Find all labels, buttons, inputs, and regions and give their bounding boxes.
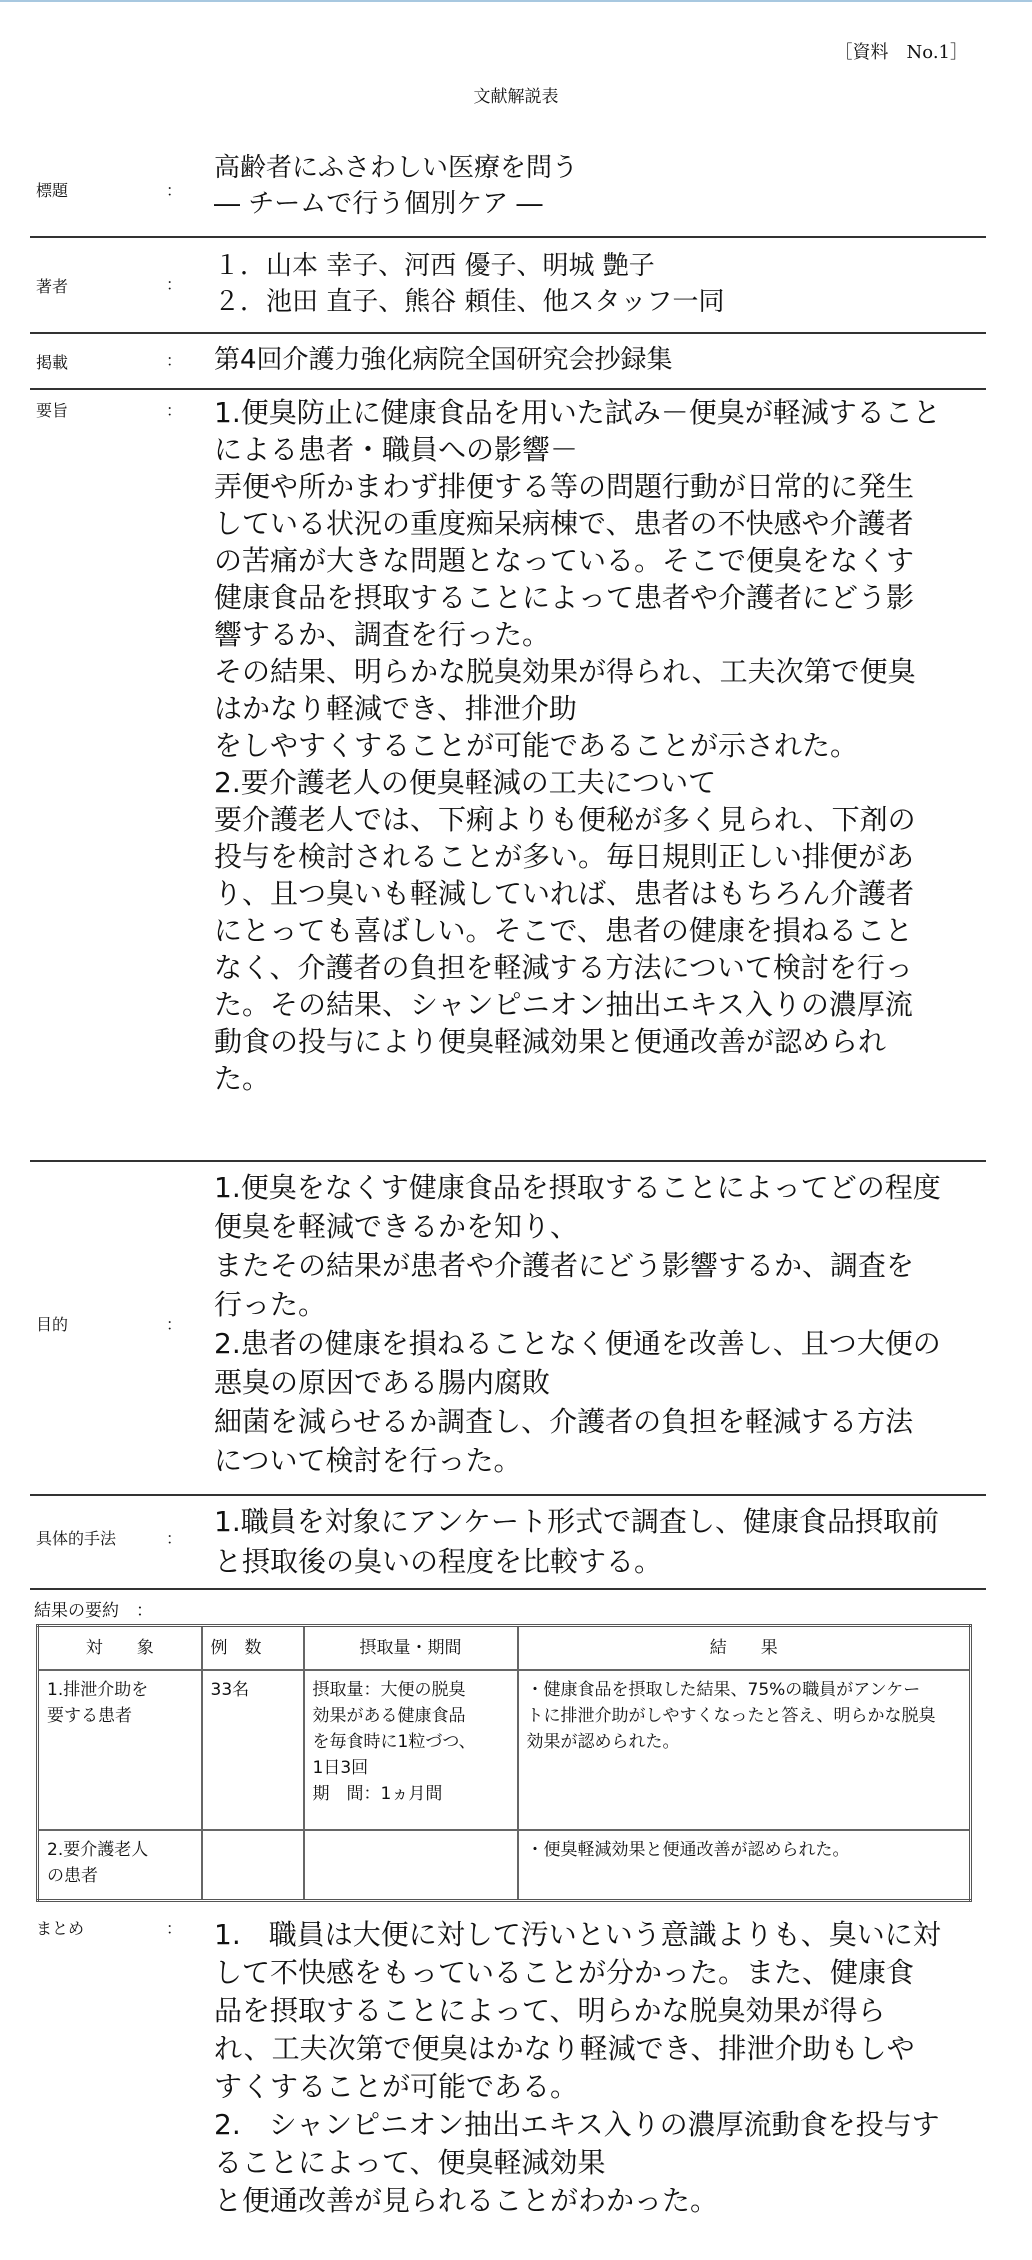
method-colon: ： xyxy=(166,1529,183,1548)
abstract-line: 2.要介護老人の便臭軽減の工夫について xyxy=(214,766,717,799)
table-row xyxy=(38,1670,971,1830)
abstract-line: 要介護老人では、下痢よりも便秘が多く見られ、下剤の xyxy=(214,803,916,836)
summary-label: まとめ xyxy=(36,1919,85,1938)
purpose-label: 目的 xyxy=(36,1315,69,1334)
abstract-line: にとっても喜ばしい。そこで、患者の健康を損ねること xyxy=(214,914,913,947)
results-label: 結果の要約 ： xyxy=(34,1601,153,1621)
abstract-line: た。 xyxy=(214,1062,271,1095)
abstract-line: 投与を検討されることが多い。毎日規則正しい排便があ xyxy=(214,840,915,873)
table-header-row xyxy=(38,1626,971,1671)
header-result: 結 果 xyxy=(518,1626,971,1671)
cell-text: 効果が認められた。 xyxy=(526,1732,680,1752)
abstract-line: による患者・職員への影響－ xyxy=(214,433,579,466)
summary-line: すくすることが可能である。 xyxy=(214,2070,579,2103)
title-line: 高齢者にふさわしい医療を問う xyxy=(214,153,579,183)
abstract-label: 要旨 xyxy=(36,401,69,420)
abstract-line: はかなり軽減でき、排泄介助 xyxy=(214,692,577,725)
abstract-line: なく、介護者の負担を軽減する方法について検討を行っ xyxy=(214,951,913,984)
abstract-line: 1.便臭防止に健康食品を用いた試み－便臭が軽減すること xyxy=(214,396,941,429)
abstract-colon: ： xyxy=(166,401,183,420)
subtitle-line: ― チームで行う個別ケア ― xyxy=(214,189,543,219)
cell-intake xyxy=(304,1830,518,1900)
publication-label: 掲載 xyxy=(36,353,69,372)
title-label: 標題 xyxy=(36,181,69,200)
summary-line: 品を摂取することによって、明らかな脱臭効果が得ら xyxy=(214,1994,886,2027)
summary-value xyxy=(214,1916,986,2220)
abstract-row xyxy=(30,390,986,1162)
cell-text: ・便臭軽減効果と便通改善が認められた。 xyxy=(526,1840,850,1860)
cell-result xyxy=(518,1670,971,1830)
cell-subject xyxy=(38,1830,202,1900)
document-title: 文献解説表 xyxy=(473,87,559,107)
cell-count xyxy=(202,1830,304,1900)
purpose-line: 悪臭の原因である腸内腐敗 xyxy=(214,1366,551,1399)
title-colon: ： xyxy=(166,181,183,200)
method-line: と摂取後の臭いの程度を比較する。 xyxy=(214,1545,663,1578)
header-count: 例 数 xyxy=(202,1626,304,1671)
publication-colon: ： xyxy=(166,351,183,370)
document-number: ［資料 No.1］ xyxy=(834,42,968,63)
method-value xyxy=(214,1502,986,1582)
abstract-line: その結果、明らかな脱臭効果が得られ、工夫次第で便臭 xyxy=(214,655,916,688)
cell-text: 要する患者 xyxy=(47,1706,132,1726)
publication-value xyxy=(214,342,986,378)
purpose-line: 2.患者の健康を損ねることなく便通を改善し、且つ大便の xyxy=(214,1327,941,1360)
abstract-value xyxy=(214,394,986,1097)
purpose-line: 便臭を軽減できるかを知り、 xyxy=(214,1210,579,1243)
abstract-line: している状況の重度痴呆病棟で、患者の不快感や介護者 xyxy=(214,507,914,540)
cell-text: 摂取量：大便の脱臭 xyxy=(312,1680,466,1700)
publication-row xyxy=(30,334,986,390)
abstract-line: 弄便や所かまわず排便する等の問題行動が日常的に発生 xyxy=(214,470,915,503)
cell-result xyxy=(518,1830,971,1900)
authors-row xyxy=(30,238,986,334)
summary-line: と便通改善が見られることがわかった。 xyxy=(214,2184,719,2217)
top-border-line xyxy=(0,0,1032,2)
summary-line: 2. シャンピニオン抽出エキス入りの濃厚流動食を投与す xyxy=(214,2108,940,2141)
author-line: ２．池田 直子、熊谷 頼佳、他スタッフ一同 xyxy=(214,287,725,317)
cell-text: 1日3回 xyxy=(312,1758,369,1778)
cell-count: 33名 xyxy=(202,1670,304,1830)
summary-line: して不快感をもっていることが分かった。また、健康食 xyxy=(214,1956,915,1989)
cell-text: 効果がある健康食品 xyxy=(312,1706,466,1726)
cell-text: トに排泄介助がしやすくなったと答え、明らかな脱臭 xyxy=(526,1706,936,1726)
author-line: １．山本 幸子、河西 優子、明城 艶子 xyxy=(214,251,655,281)
abstract-line: た。その結果、シャンピニオン抽出エキス入りの濃厚流 xyxy=(214,988,913,1021)
header-subject: 対 象 xyxy=(38,1626,202,1671)
abstract-line: り、且つ臭いも軽減していれば、患者はもちろん介護者 xyxy=(214,877,915,910)
cell-text: を毎食時に1粒づつ、 xyxy=(312,1732,476,1752)
cell-text: 期 間：1ヵ月間 xyxy=(312,1784,443,1804)
results-table xyxy=(36,1624,972,1902)
cell-text: 1.排泄介助を xyxy=(47,1680,149,1700)
summary-line: れ、工夫次第で便臭はかなり軽減でき、排泄介助もしや xyxy=(214,2032,915,2065)
header-intake: 摂取量・期間 xyxy=(304,1626,518,1671)
title-value xyxy=(214,150,986,222)
purpose-colon: ： xyxy=(166,1315,183,1334)
purpose-line: 細菌を減らせるか調査し、介護者の負担を軽減する方法 xyxy=(214,1405,914,1438)
authors-label: 著者 xyxy=(36,277,69,296)
purpose-value xyxy=(214,1168,986,1480)
purpose-row xyxy=(30,1162,986,1496)
abstract-line: 響するか、調査を行った。 xyxy=(214,618,551,651)
purpose-line: について検討を行った。 xyxy=(214,1444,522,1477)
publication-line: 第4回介護力強化病院全国研究会抄録集 xyxy=(214,345,673,375)
abstract-line: の苦痛が大きな問題となっている。そこで便臭をなくす xyxy=(214,544,915,577)
authors-value xyxy=(214,248,986,320)
summary-line: 1. 職員は大便に対して汚いという意識よりも、臭いに対 xyxy=(214,1918,941,1951)
summary-line: ることによって、便臭軽減効果 xyxy=(214,2146,606,2179)
abstract-line: 動食の投与により便臭軽減効果と便通改善が認められ xyxy=(214,1025,887,1058)
purpose-line: 行った。 xyxy=(214,1288,327,1321)
cell-intake xyxy=(304,1670,518,1830)
cell-text: ・健康食品を摂取した結果、75%の職員がアンケー xyxy=(526,1680,921,1700)
authors-colon: ： xyxy=(166,275,183,294)
purpose-line: 1.便臭をなくす健康食品を摂取することによってどの程度 xyxy=(214,1171,941,1204)
purpose-line: またその結果が患者や介護者にどう影響するか、調査を xyxy=(214,1249,915,1282)
table-row xyxy=(38,1830,971,1900)
method-label: 具体的手法 xyxy=(36,1529,117,1548)
method-row xyxy=(30,1496,986,1590)
cell-subject xyxy=(38,1670,202,1830)
cell-text: の患者 xyxy=(47,1866,98,1886)
method-line: 1.職員を対象にアンケート形式で調査し、健康食品摂取前 xyxy=(214,1505,940,1538)
cell-text: 2.要介護老人 xyxy=(47,1840,149,1860)
abstract-line: をしやすくすることが可能であることが示された。 xyxy=(214,729,859,762)
summary-colon: ： xyxy=(166,1919,183,1938)
abstract-line: 健康食品を摂取することによって患者や介護者にどう影 xyxy=(214,581,915,614)
title-row xyxy=(30,148,986,238)
